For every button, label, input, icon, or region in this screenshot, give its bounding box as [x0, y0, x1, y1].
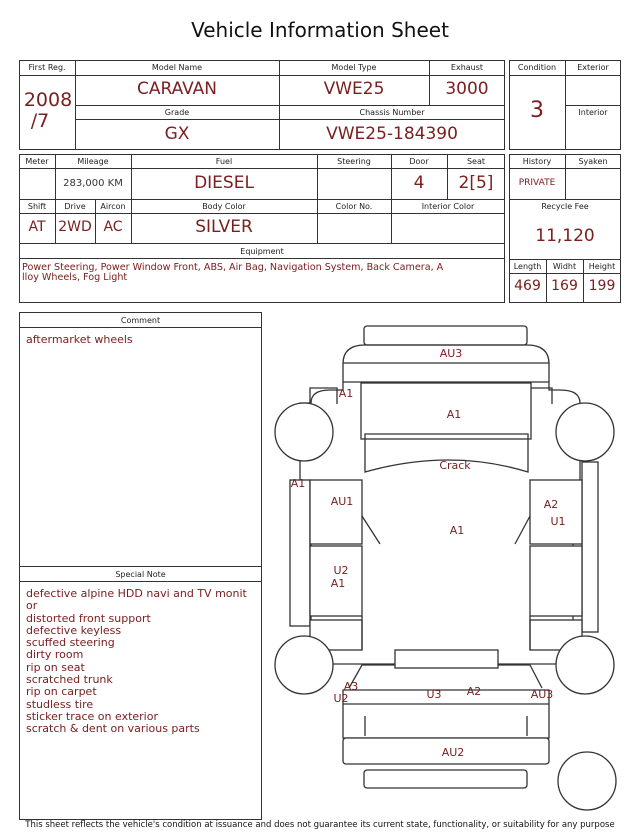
special-note-item: rip on seat — [26, 660, 85, 674]
damage-mark: AU3 — [439, 347, 463, 360]
damage-mark: A2 — [466, 685, 482, 698]
comment-list — [26, 334, 133, 346]
body-color-value: SILVER — [195, 217, 253, 237]
model-type-value: VWE25 — [323, 79, 385, 99]
drive-label: Drive — [64, 202, 86, 211]
length-value: 469 — [514, 278, 541, 294]
first-reg-year: 2008 — [23, 89, 73, 111]
width-label: Widht — [552, 262, 577, 271]
damage-mark: A1 — [449, 524, 465, 537]
special-note-item: defective alpine HDD navi and TV monit — [26, 587, 247, 600]
exhaust-label: Exhaust — [450, 63, 484, 72]
condition-label: Condition — [517, 63, 557, 72]
body-color-label: Body Color — [202, 202, 246, 211]
model-name-label: Model Name — [151, 63, 203, 72]
model-type-label: Model Type — [331, 63, 377, 72]
special-note-item: dirty room — [26, 648, 84, 662]
damage-mark: AU3 — [530, 688, 554, 701]
shift-value: AT — [28, 219, 46, 235]
door-label: Door — [409, 157, 429, 166]
interior-color-label: Interior Color — [421, 202, 475, 211]
door-value: 4 — [413, 173, 425, 193]
damage-mark: AU2 — [441, 746, 465, 759]
damage-mark: A1 — [338, 387, 354, 400]
special-note-item: sticker trace on exterior — [26, 709, 158, 723]
length-label: Length — [513, 262, 542, 271]
drive-value: 2WD — [58, 219, 92, 235]
comment-label: Comment — [120, 316, 161, 325]
special-note-item: scuffed steering — [26, 636, 115, 650]
equipment-line-1: Power Steering, Power Window Front, ABS, Air Bag, Navigation System, Back Camera, A — [22, 262, 444, 273]
height-value: 199 — [588, 278, 616, 294]
damage-mark: A3 — [343, 680, 359, 693]
interior-label: Interior — [578, 108, 608, 117]
recycle-fee-value: 11,120 — [535, 226, 595, 246]
damage-mark: A1 — [446, 408, 462, 421]
damage-mark: Crack — [439, 459, 471, 472]
mileage-value: 283,000 KM — [63, 178, 123, 189]
damage-mark: A2 — [543, 498, 559, 511]
special-note-label: Special Note — [115, 570, 166, 579]
seat-label: Seat — [466, 157, 486, 166]
car-damage-diagram — [268, 318, 630, 818]
history-value: PRIVATE — [518, 178, 556, 188]
page-title: Vehicle Information Sheet — [191, 18, 449, 42]
damage-mark: U2 — [333, 564, 349, 577]
special-note-item: scratched trunk — [26, 673, 113, 687]
condition-value: 3 — [530, 98, 544, 123]
steering-label: Steering — [337, 157, 371, 166]
first-reg-month: /7 — [30, 110, 50, 132]
special-note-item: studless tire — [26, 697, 94, 711]
damage-mark: A1 — [290, 477, 306, 490]
equipment-label: Equipment — [240, 247, 284, 256]
damage-mark: A1 — [330, 577, 346, 590]
chassis-number-value: VWE25-184390 — [326, 124, 458, 144]
damage-mark: U3 — [426, 688, 442, 701]
model-name-value: CARAVAN — [136, 79, 218, 99]
mileage-label: Mileage — [77, 157, 109, 166]
special-note-item: rip on carpet — [26, 685, 97, 699]
special-note-list — [26, 588, 247, 736]
special-note-item: or — [26, 599, 38, 613]
special-note-item: defective keyless — [26, 623, 122, 637]
comment-item: aftermarket wheels — [26, 333, 133, 346]
width-value: 169 — [551, 278, 578, 294]
equipment-line-2: lloy Wheels, Fog Light — [22, 272, 128, 283]
aircon-label: Aircon — [100, 202, 126, 211]
special-note-item: scratch & dent on various parts — [26, 722, 200, 736]
height-label: Height — [588, 262, 616, 271]
seat-value: 2[5] — [458, 173, 494, 193]
color-no-label: Color No. — [335, 202, 373, 211]
chassis-number-label: Chassis Number — [359, 108, 425, 117]
damage-mark: AU1 — [330, 495, 354, 508]
exhaust-value: 3000 — [445, 79, 489, 99]
special-note-item: distorted front support — [26, 611, 151, 625]
fuel-value: DIESEL — [194, 173, 254, 193]
damage-mark: U1 — [550, 515, 566, 528]
recycle-fee-label: Recycle Fee — [541, 202, 589, 211]
grade-label: Grade — [164, 108, 190, 117]
grade-value: GX — [164, 124, 190, 144]
syaken-label: Syaken — [578, 157, 608, 166]
fuel-label: Fuel — [215, 157, 233, 166]
aircon-value: AC — [103, 219, 123, 235]
history-label: History — [522, 157, 552, 166]
damage-mark: U2 — [333, 692, 349, 705]
meter-label: Meter — [25, 157, 49, 166]
shift-label: Shift — [27, 202, 47, 211]
first-reg-label: First Reg. — [28, 63, 66, 72]
disclaimer-footer: This sheet reflects the vehicle's condition at issuance and does not guarantee its current state, functionality, or suitability for any purpose — [25, 820, 615, 830]
exterior-label: Exterior — [577, 63, 609, 72]
